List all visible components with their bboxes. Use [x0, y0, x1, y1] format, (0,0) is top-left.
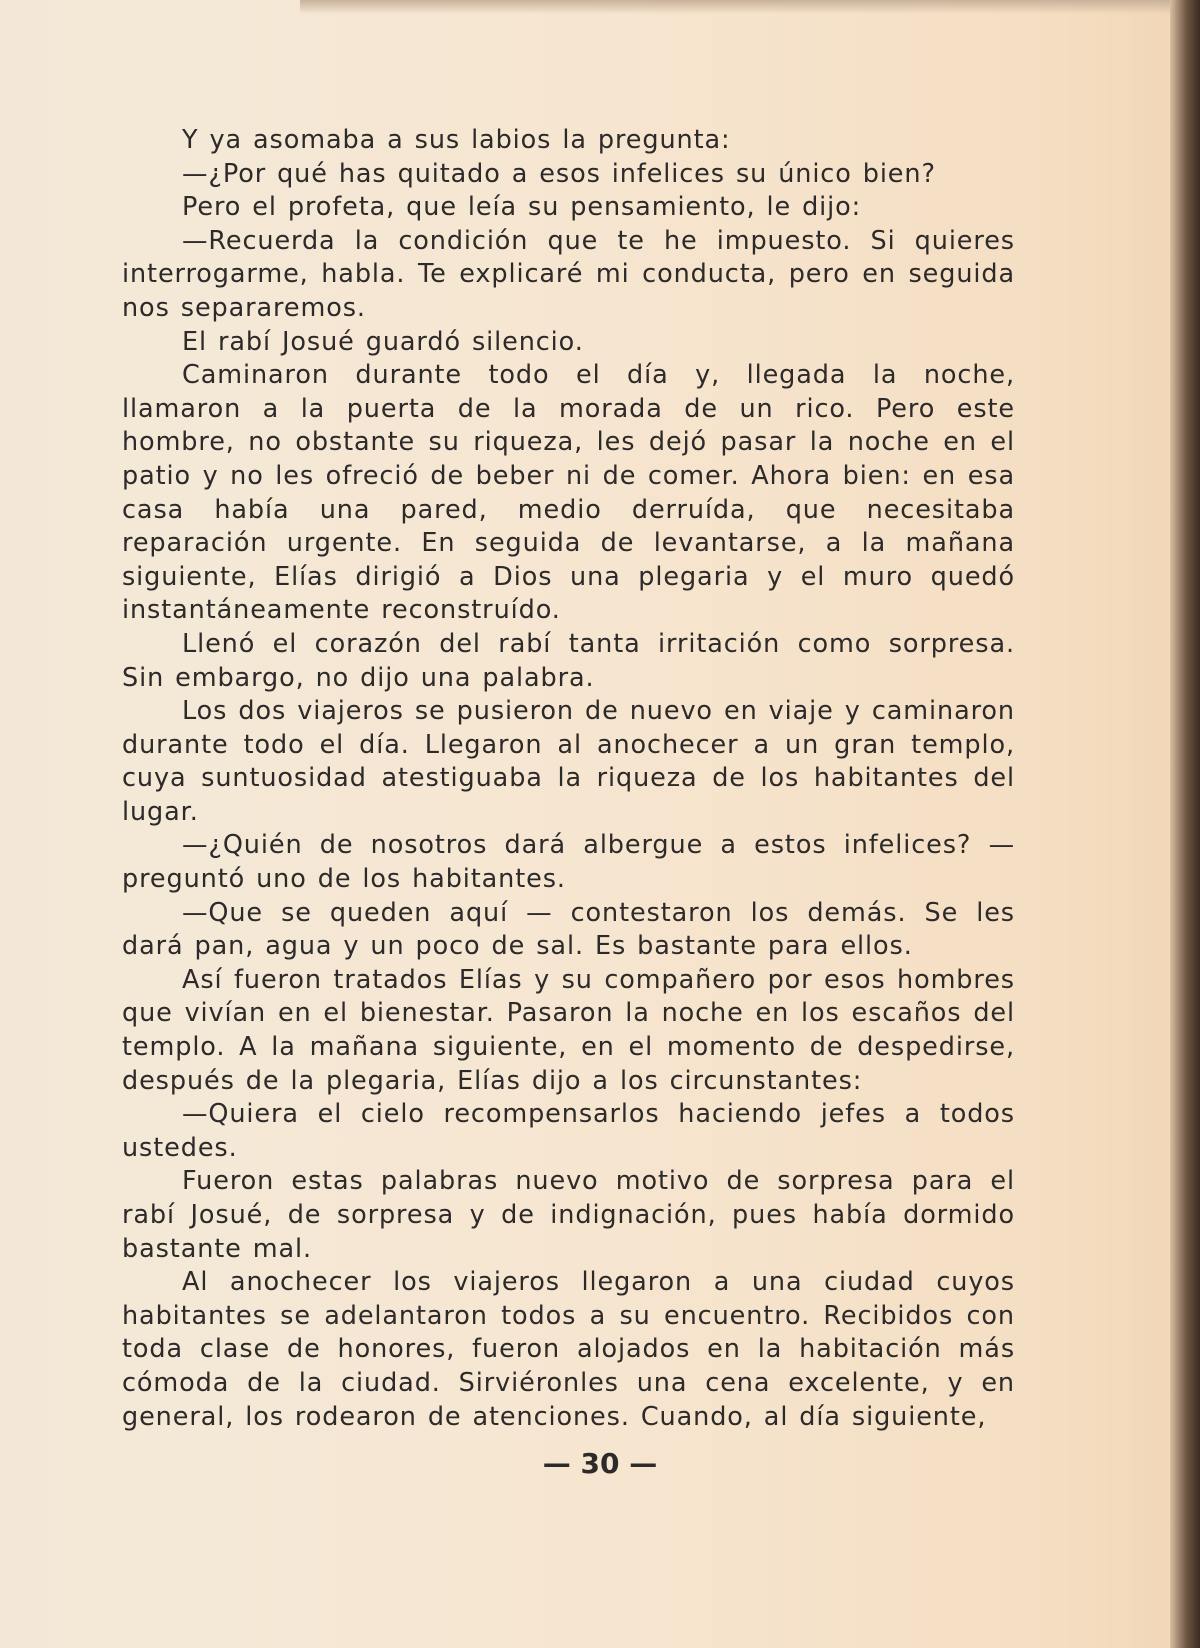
paragraph: Los dos viajeros se pusieron de nuevo en viaje y caminaron durante todo el día. Llegaron al anochecer a un gran templo, cuya suntuosidad atestiguaba la riqueza de los habitantes del lugar.: [122, 696, 1015, 827]
paragraph: Fueron estas palabras nuevo motivo de sorpresa para el rabí Josué, de sorpresa y de indignación, pues había dormido bastante mal.: [122, 1166, 1015, 1264]
paragraph: Caminaron durante todo el día y, llegada la noche, llamaron a la puerta de la morada de un rico. Pero este hombre, no obstante su riqueza, les dejó pasar la noche en el patio y no les ofreció de beber ni de comer. Ahora bien: en esa casa había una pared, medio derruída, que necesitaba reparación urgente. En seguida de levantarse, a la mañana siguiente, Elías dirigió a Dios una plegaria y el muro quedó instantáneamente reconstruído.: [122, 360, 1015, 626]
page-top-shadow: [300, 0, 1200, 14]
paragraph: Llenó el corazón del rabí tanta irritación como sorpresa. Sin embargo, no dijo una palabra.: [122, 628, 1015, 693]
paragraph: El rabí Josué guardó silencio.: [182, 326, 584, 357]
paragraph: —Quiera el cielo recompensarlos haciendo jefes a todos ustedes.: [122, 1099, 1015, 1163]
body-text: [122, 124, 1015, 1434]
paragraph: —¿Por qué has quitado a esos infelices su único bien?: [182, 158, 936, 189]
paragraph: Y ya asomaba a sus labios la pregunta:: [182, 125, 731, 155]
paragraph: —¿Quién de nosotros dará albergue a estos infelices? — preguntó uno de los habitantes.: [122, 830, 1015, 895]
page-binding-edge: [1170, 0, 1200, 1648]
paragraph: —Recuerda la condición que te he impuesto. Si quieres interrogarme, habla. Te explicaré mi conducta, pero en seguida nos separaremos.: [122, 225, 1015, 323]
paragraph: Pero el profeta, que leía su pensamiento, le dijo:: [182, 192, 862, 223]
paragraph: —Que se queden aquí — contestaron los demás. Se les dará pan, agua y un poco de sal. Es bastante para ellos.: [122, 897, 1015, 962]
paragraph: Así fueron tratados Elías y su compañero por esos hombres que vivían en el bienestar. Pasaron la noche en los escaños del templo. A la mañana siguiente, en el momento de despedirse, después de la plegaria, Elías dijo a los circunstantes:: [122, 964, 1015, 1096]
page-number: — 30 —: [542, 1447, 658, 1480]
paragraph: Al anochecer los viajeros llegaron a una ciudad cuyos habitantes se adelantaron todos a su encuentro. Recibidos con toda clase de honores, fueron alojados en la habitación más cómoda de la ciudad. Sirviéronles una cena excelente, y en general, los rodearon de atenciones. Cuando, al día siguiente,: [122, 1267, 1015, 1432]
